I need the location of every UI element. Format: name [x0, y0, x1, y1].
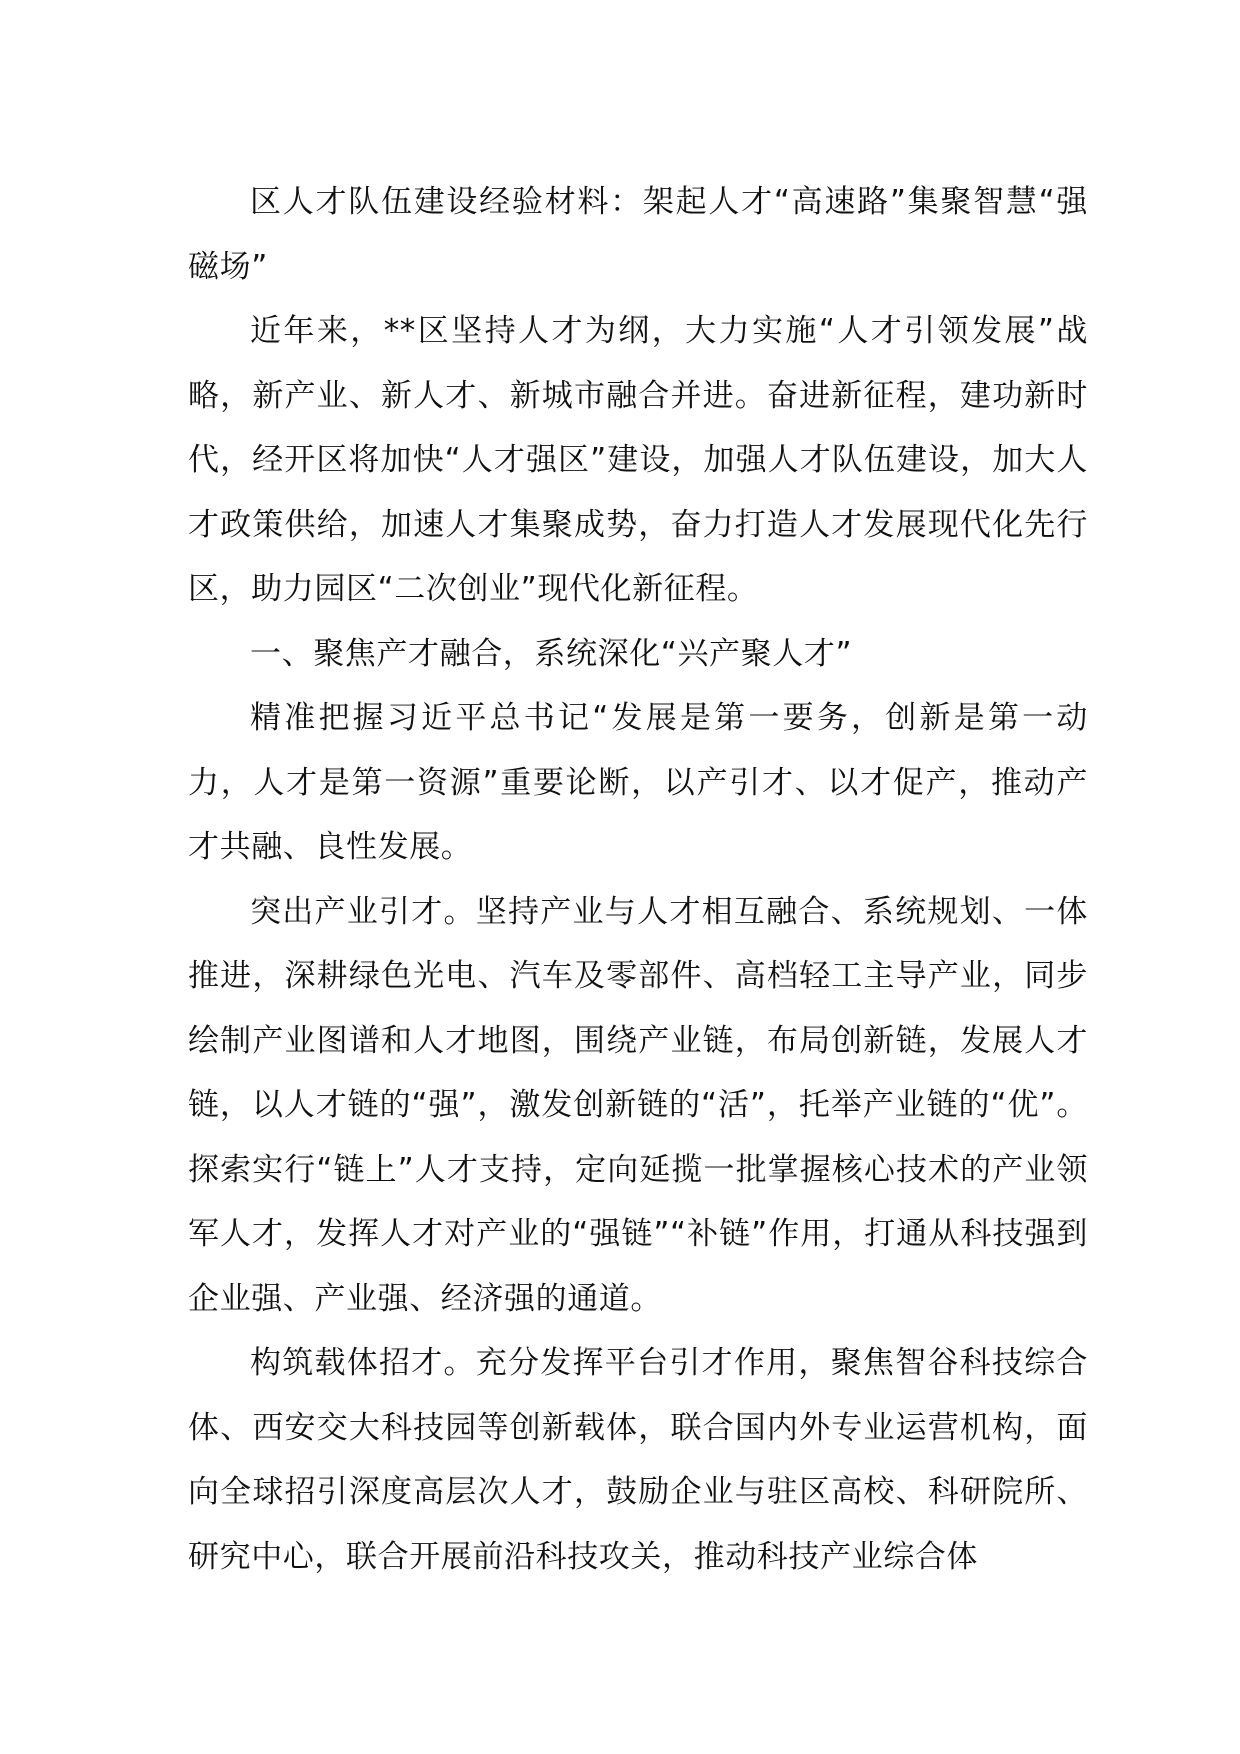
document-body	[188, 170, 1088, 1589]
section-heading-1: 一、聚焦产才融合，系统深化“兴产聚人才”	[250, 635, 853, 672]
paragraph-industry-talent: 突出产业引才。坚持产业与人才相互融合、系统规划、一体推进，深耕绿色光电、汽车及零部件、高档轻工主导产业，同步绘制产业图谱和人才地图，围绕产业链，布局创新链，发展人才链，以人才链的“强”，激发创新链的“活”，托举产业链的“优”。探索实行“链上”人才支持，定向延揽一批掌握核心技术的产业领军人才，发挥人才对产业的“强链”“补链”作用，打通从科技强到企业强、产业强、经济强的通道。	[188, 893, 1088, 1317]
paragraph-intro: 近年来，**区坚持人才为纲，大力实施“人才引领发展”战略，新产业、新人才、新城市融合并进。奋进新征程，建功新时代，经开区将加快“人才强区”建设，加强人才队伍建设，加大人才政策供给，加速人才集聚成势，奋力打造人才发展现代化先行区，助力园区“二次创业”现代化新征程。	[188, 313, 1088, 607]
paragraph-platform-talent: 构筑载体招才。充分发挥平台引才作用，聚焦智谷科技综合体、西安交大科技园等创新载体，联合国内外专业运营机构，面向全球招引深度高层次人才，鼓励企业与驻区高校、科研院所、研究中心，联合开展前沿科技攻关，推动科技产业综合体	[188, 1345, 1088, 1575]
paragraph-section-1-lead: 精准把握习近平总书记“发展是第一要务，创新是第一动力，人才是第一资源”重要论断，以产引才、以才促产，推动产才共融、良性发展。	[188, 700, 1088, 865]
document-title: 区人才队伍建设经验材料：架起人才“高速路”集聚智慧“强磁场”	[188, 184, 1088, 285]
